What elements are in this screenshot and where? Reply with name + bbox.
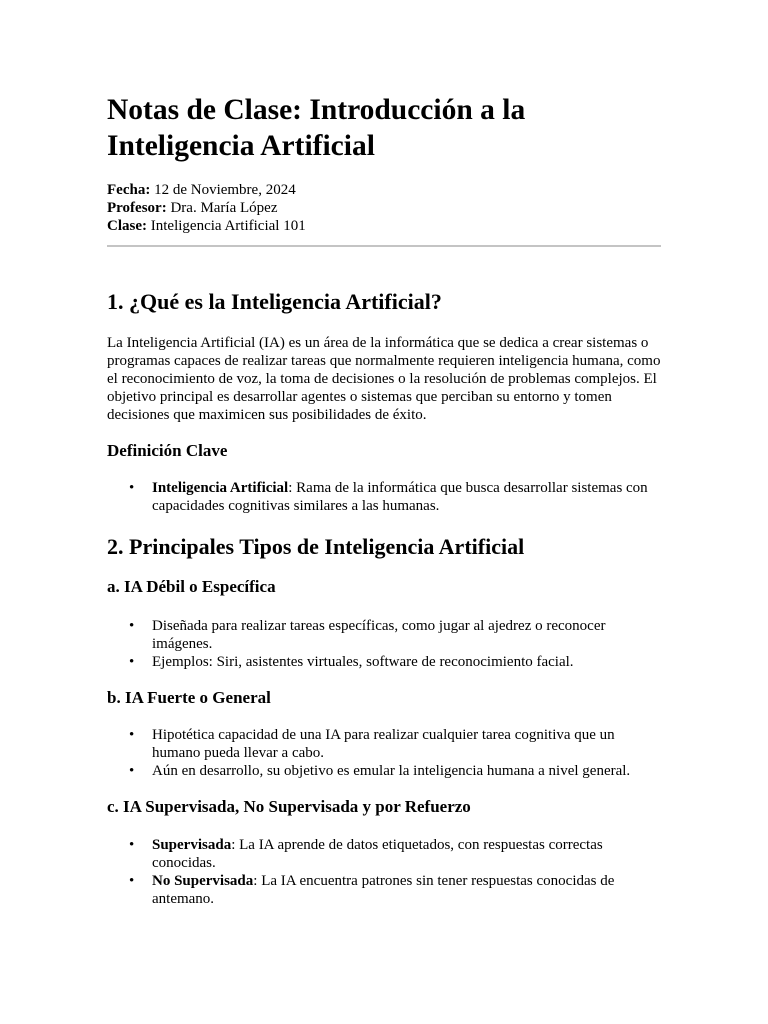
key-definition-heading: Definición Clave xyxy=(107,441,228,460)
list-item: • Aún en desarrollo, su objetivo es emular la inteligencia humana a nivel general. xyxy=(107,762,663,780)
document-meta xyxy=(107,181,306,235)
meta-class-label: Clase: xyxy=(107,218,147,234)
divider xyxy=(107,245,661,247)
unsupervised-text: : La IA encuentra patrones sin tener respuestas conocidas de antemano. xyxy=(152,873,615,907)
section-1-paragraph: La Inteligencia Artificial (IA) es un área de la informática que se dedica a crear sistemas o programas capaces de realizar tareas que normalmente requieren inteligencia humana, como el reconocimiento de voz, la toma de decisiones o la resolución de problemas complejos. El objetivo principal es desarrollar agentes o sistemas que perciban su entorno y tomen decisiones que maximicen sus posibilidades de éxito. xyxy=(107,335,661,423)
section-1-heading: 1. ¿Qué es la Inteligencia Artificial? xyxy=(107,289,442,314)
definition-list xyxy=(107,479,663,515)
subsection-a-heading: a. IA Débil o Específica xyxy=(107,577,276,596)
subsection-c-heading: c. IA Supervisada, No Supervisada y por Refuerzo xyxy=(107,797,471,816)
list-item xyxy=(107,872,663,908)
subsection-b-list xyxy=(107,726,663,780)
subsection-a-list xyxy=(107,617,663,671)
unsupervised-term: No Supervisada xyxy=(152,873,254,889)
meta-class xyxy=(107,217,306,235)
meta-professor-label: Profesor: xyxy=(107,200,167,216)
list-item: • Diseñada para realizar tareas específicas, como jugar al ajedrez o reconocer imágenes. xyxy=(107,617,663,653)
document-title: Notas de Clase: Introducción a la Inteligencia Artificial xyxy=(107,94,526,162)
list-item: • Hipotética capacidad de una IA para realizar cualquier tarea cognitiva que un humano pueda llevar a cabo. xyxy=(107,726,663,762)
meta-date-value: 12 de Noviembre, 2024 xyxy=(150,182,296,198)
meta-professor xyxy=(107,199,306,217)
list-item xyxy=(107,479,663,515)
meta-professor-value: Dra. María López xyxy=(166,200,278,216)
definition-term: Inteligencia Artificial xyxy=(152,480,289,496)
meta-class-value: Inteligencia Artificial 101 xyxy=(147,218,306,234)
supervised-term: Supervisada xyxy=(152,837,232,853)
supervised-text: : La IA aprende de datos etiquetados, con respuestas correctas conocidas. xyxy=(152,837,603,871)
subsection-b-heading: b. IA Fuerte o General xyxy=(107,688,271,707)
section-2-heading: 2. Principales Tipos de Inteligencia Artificial xyxy=(107,534,525,559)
subsection-c-list xyxy=(107,836,663,908)
list-item: • Ejemplos: Siri, asistentes virtuales, software de reconocimiento facial. xyxy=(107,653,663,671)
meta-date xyxy=(107,181,306,199)
definition-text: : Rama de la informática que busca desarrollar sistemas con capacidades cognitivas similares a las humanas. xyxy=(152,480,648,514)
meta-date-label: Fecha: xyxy=(107,182,151,198)
list-item xyxy=(107,836,663,872)
